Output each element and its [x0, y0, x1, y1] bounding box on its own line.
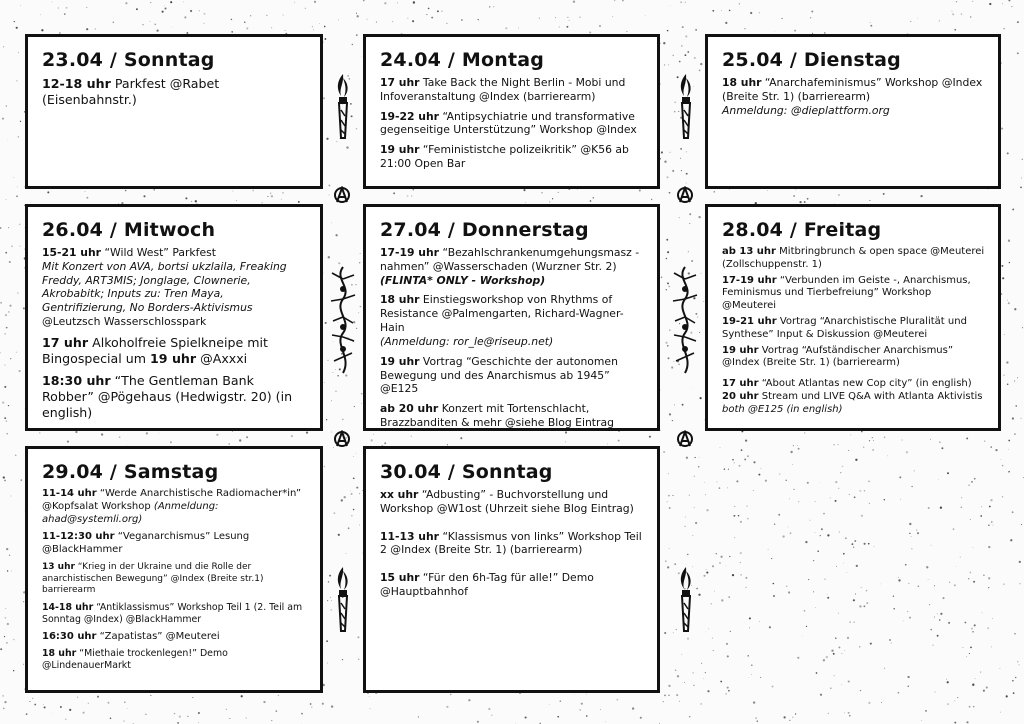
day-box-2504: [705, 34, 1001, 189]
event: 11-14 uhr “Werde Anarchistische Radiomacher*in” @Kopfsalat Workshop (Anmeldung: ahad@systemli.org): [42, 488, 301, 525]
event: 19-21 uhr Vortrag “Anarchistische Pluralität und Synthese” Input & Diskussion @Meuterei: [722, 315, 967, 340]
event: 11-12:30 uhr “Veganarchismus” Lesung @BlackHammer: [42, 531, 250, 556]
vine-icon: [670, 265, 700, 375]
event: 14-18 uhr “Antiklassismus” Workshop Teil 1 (2. Teil am Sonntag @Index) @BlackHammer: [42, 601, 303, 625]
day-box-2604: [25, 204, 323, 431]
event: ab 20 uhr Konzert mit Tortenschlacht, Brazzbanditen & mehr @siehe Blog Eintrag: [380, 402, 614, 429]
event: xx uhr “Adbusting” - Buchvorstellung und Workshop @W1ost (Uhrzeit siehe Blog Eintrag): [380, 488, 634, 515]
day-title: 23.04 / Sonntag: [42, 49, 215, 71]
event: 18 uhr Einstiegsworkshop von Rhythms of Resistance @Palmengarten, Richard-Wagner-Hain (Anmeldung: ror_le@riseup.net): [380, 293, 624, 348]
day-box-2404: [363, 34, 660, 189]
event: 13 uhr “Krieg in der Ukraine und die Rolle der anarchistischen Bewegung” @Index (Breite str.1) barrierearm: [42, 561, 264, 596]
event: 19 uhr “Feminististche polizeikritik” @K56 ab 21:00 Open Bar: [380, 143, 629, 171]
event: 20 uhr Stream und LIVE Q&A with Atlanta Aktivistis both @E125 (in english): [722, 390, 983, 415]
event: 15-21 uhr “Wild West” Parkfest Mit Konzert von AVA, bortsi ukzlaila, Freaking Freddy, ART3MIS; Jonglage, Clownerie, Akrobabitk; Inputs zu: Tren Maya, Gentrifizierung, No Borders-Aktivismus @Leutzsch Wasserschlosspark: [42, 246, 287, 329]
anarchy-circle-a-icon: [676, 186, 694, 204]
torch-icon: [675, 565, 697, 637]
event: 18 uhr “Anarchafeminismus” Workshop @Index (Breite Str. 1) (barrierearm) Anmeldung: @dieplattform.org: [722, 76, 983, 117]
day-title: 26.04 / Mitwoch: [42, 219, 216, 241]
event: 16:30 uhr “Zapatistas” @Meuterei: [42, 630, 220, 642]
day-title: 27.04 / Donnerstag: [380, 219, 589, 241]
day-box-2304: [25, 34, 323, 189]
anarchy-circle-a-icon: [333, 186, 351, 204]
anarchy-circle-a-icon: [676, 430, 694, 448]
event: 18:30 uhr “The Gentleman Bank Robber” @Pögehaus (Hedwigstr. 20) (in english): [42, 373, 293, 421]
event: 15 uhr “Für den 6h-Tag für alle!” Demo @Hauptbahnhof: [380, 571, 594, 599]
torch-icon: [332, 565, 354, 637]
day-box-3004: [363, 446, 660, 693]
day-box-2804: [705, 204, 1001, 431]
day-title: 24.04 / Montag: [380, 49, 545, 71]
event: 12-18 uhr Parkfest @Rabet (Eisenbahnstr.): [42, 76, 220, 108]
day-title: 28.04 / Freitag: [722, 219, 882, 241]
event: 17-19 uhr “Verbunden im Geiste -, Anarchismus, Feminismus und Tierbefreiung” Workshop @Meuterei: [722, 274, 971, 312]
day-box-2704: [363, 204, 660, 431]
day-box-2904: [25, 446, 323, 693]
event: ab 13 uhr Mitbringbrunch & open space @Meuterei (Zollschuppenstr. 1): [722, 246, 985, 270]
torch-icon: [332, 72, 354, 144]
event: 19-22 uhr “Antipsychiatrie und transformative gegenseitige Unterstützung” Workshop @Index: [380, 109, 637, 137]
event: 19 uhr Vortrag “Geschichte der autonomen Bewegung und des Anarchismus ab 1945” @E125: [380, 354, 618, 396]
day-title: 30.04 / Sonntag: [380, 461, 553, 483]
anarchy-circle-a-icon: [333, 430, 351, 448]
event: 18 uhr “Miethaie trockenlegen!” Demo @LindenauerMarkt: [42, 648, 228, 672]
event: 17 uhr Take Back the Night Berlin - Mobi und Infoveranstaltung @Index (barrierearm): [380, 76, 626, 103]
event: 19 uhr Vortrag “Aufständischer Anarchismus” @Index (Breite Str. 1) (barrierearm): [722, 344, 954, 369]
day-title: 25.04 / Dienstag: [722, 49, 901, 71]
event: 17 uhr Alkoholfreie Spielkneipe mit Bingospecial um 19 uhr @Axxxi: [42, 334, 268, 366]
event: 11-13 uhr “Klassismus von links” Workshop Teil 2 @Index (Breite Str. 1) (barrierearm): [380, 529, 642, 557]
event: 17 uhr “About Atlantas new Cop city” (in english): [722, 378, 972, 390]
vine-icon: [328, 265, 358, 375]
torch-icon: [675, 72, 697, 144]
event: 17-19 uhr “Bezahlschrankenumgehungsmasz - nahmen” @Wasserschaden (Wurzner Str. 2) (FLINTA* ONLY - Workshop): [380, 246, 640, 287]
day-title: 29.04 / Samstag: [42, 461, 219, 483]
